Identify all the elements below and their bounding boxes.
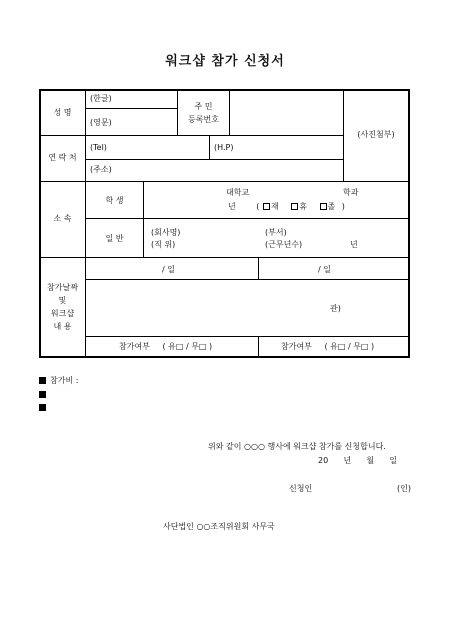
organization-name: 사단법인 ○○조직위원회 사무국 bbox=[163, 522, 275, 531]
attend-label-right: 참가여부 bbox=[281, 342, 312, 351]
bullet-square-icon bbox=[39, 391, 46, 398]
row-sep-contact bbox=[40, 181, 409, 182]
participation-label-2: 및 bbox=[58, 296, 67, 305]
hp-label: (H.P) bbox=[214, 143, 234, 152]
col-sep-affiliation-type bbox=[143, 182, 144, 258]
graduated-label: 졸 bbox=[327, 202, 336, 211]
date-line: 20 년 월 일 bbox=[318, 456, 398, 465]
enrolled-label: 재 bbox=[270, 202, 279, 211]
fee-label: 참가비 : bbox=[50, 376, 79, 385]
hall-label: 관) bbox=[330, 304, 341, 313]
years-unit-label: 년 bbox=[350, 240, 358, 249]
general-label: 일 반 bbox=[105, 234, 124, 243]
bullet-square-icon bbox=[39, 377, 46, 384]
table-bottom-border bbox=[39, 356, 410, 358]
student-label: 학 생 bbox=[105, 196, 124, 205]
statement-text: 위와 같이 ○○○ 행사에 워크샵 참가를 신청합니다. bbox=[208, 442, 386, 451]
name-label: 성 명 bbox=[53, 108, 72, 117]
contact-label: 연 락 처 bbox=[48, 153, 77, 162]
attend-right bbox=[281, 342, 374, 352]
year-label: 년 bbox=[228, 202, 236, 211]
enrolled-checkbox[interactable] bbox=[263, 203, 270, 210]
tel-label: (Tel) bbox=[90, 143, 107, 152]
resident-label-2: 등록번호 bbox=[188, 115, 219, 124]
col-sep-label bbox=[85, 90, 86, 357]
form-title: 워크샵 참가 신청서 bbox=[165, 54, 285, 69]
note-item-2 bbox=[39, 390, 50, 400]
graduated-checkbox[interactable] bbox=[320, 203, 327, 210]
note-item-3 bbox=[39, 403, 50, 413]
leave-checkbox[interactable] bbox=[291, 203, 298, 210]
department-label: 학과 bbox=[343, 188, 359, 197]
attend-label-left: 참가여부 bbox=[119, 342, 150, 351]
status-close: ) bbox=[341, 202, 345, 211]
table-right-border bbox=[408, 89, 410, 358]
attend-options-left[interactable]: ( 유□ / 무□ ) bbox=[162, 342, 213, 351]
division-label: (부서) bbox=[265, 228, 287, 237]
attend-options-right[interactable]: ( 유□ / 무□ ) bbox=[324, 342, 375, 351]
company-label: (회사명) bbox=[151, 228, 181, 237]
student-year-row bbox=[228, 202, 345, 212]
table-top-border bbox=[39, 89, 410, 91]
fee-note bbox=[39, 376, 78, 386]
name-en-label: (영문) bbox=[90, 118, 112, 127]
name-kr-label: (한글) bbox=[90, 94, 112, 103]
sep-tel-address bbox=[85, 159, 343, 160]
seal-label: (인) bbox=[397, 484, 411, 493]
participation-label-3: 워크샵 bbox=[50, 309, 75, 318]
row-sep-affiliation bbox=[40, 257, 409, 258]
university-label: 대학교 bbox=[226, 188, 250, 197]
bullet-square-icon bbox=[39, 404, 46, 411]
sep-content-attend bbox=[85, 336, 409, 337]
col-sep-resident-value bbox=[229, 90, 230, 136]
address-label: (주소) bbox=[90, 165, 112, 174]
sep-student-general bbox=[85, 218, 409, 219]
position-label: (직 위) bbox=[151, 240, 176, 249]
col-sep-date bbox=[258, 258, 259, 280]
sep-kr-en bbox=[85, 108, 177, 109]
participation-label-1: 참가날짜 bbox=[47, 283, 78, 292]
attend-left bbox=[119, 342, 212, 352]
col-sep-tel-hp bbox=[209, 136, 210, 160]
applicant-label: 신청인 bbox=[289, 484, 313, 493]
col-sep-attend bbox=[258, 337, 259, 357]
affiliation-label: 소 속 bbox=[53, 214, 72, 223]
leave-label: 휴 bbox=[299, 202, 307, 211]
years-worked-label: (근무년수) bbox=[265, 240, 303, 249]
date-left: / 일 bbox=[162, 265, 175, 274]
resident-label-1: 주 민 bbox=[194, 102, 213, 111]
participation-label-4: 내 용 bbox=[53, 322, 72, 331]
col-sep-name-resident bbox=[177, 90, 178, 136]
photo-label: (사진첨부) bbox=[357, 130, 395, 139]
status-open: ( bbox=[256, 202, 260, 211]
date-right: / 일 bbox=[318, 265, 331, 274]
sep-date-content bbox=[85, 279, 409, 280]
